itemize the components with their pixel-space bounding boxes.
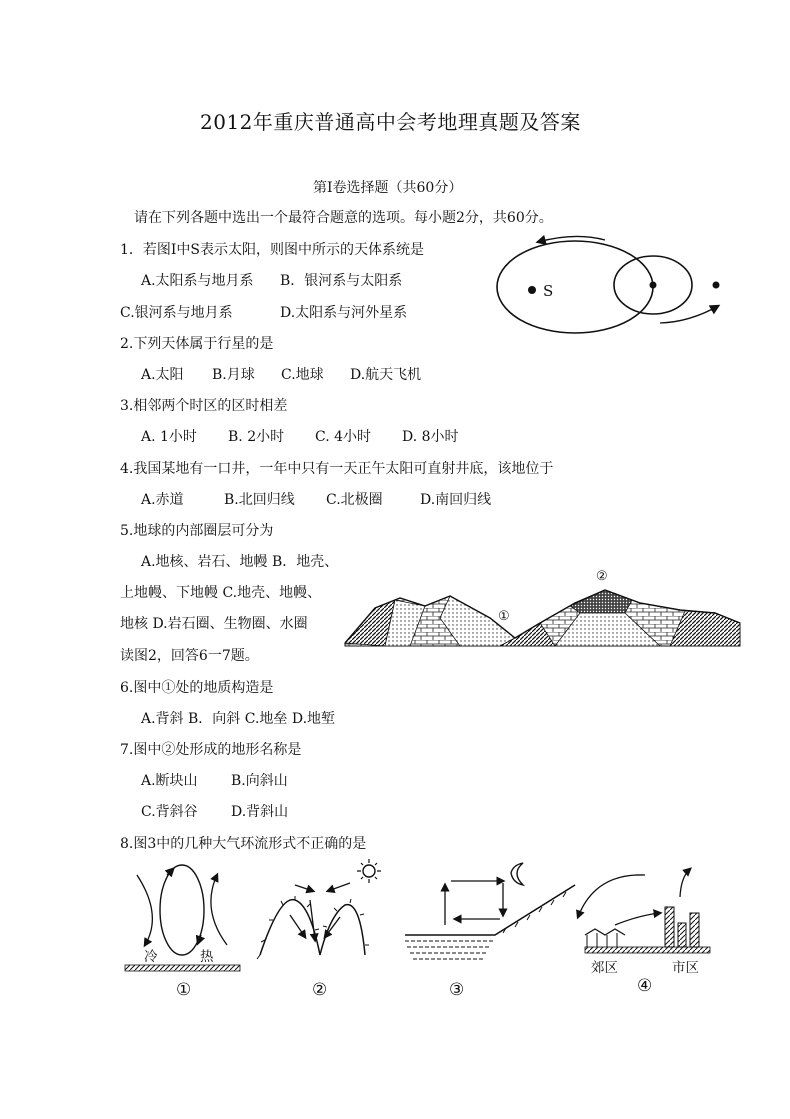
q4-stem: 4.我国某地有一口井，一年中只有一天正午太阳可直射井底，该地位于 [120, 461, 554, 477]
panel-4-urban-heat-island [578, 869, 710, 953]
sun-label: S [543, 282, 554, 300]
large-orbit [497, 241, 653, 333]
q1-option-c: C.银河系与地月系 [120, 305, 233, 321]
arrow-bottom [660, 306, 718, 323]
section-heading: 第Ⅰ卷选择题（共60分） [313, 180, 463, 196]
q5-stem: 5.地球的内部圈层可分为 [120, 523, 274, 539]
sun-dot [528, 286, 536, 294]
q4-option-d: D.南回归线 [420, 492, 492, 508]
panel-3-sea-land-breeze [405, 863, 575, 959]
label-city: 市区 [672, 960, 699, 976]
label-cold: 冷 [144, 949, 158, 965]
figure-celestial-system [490, 230, 730, 330]
label-hot: 热 [200, 949, 214, 965]
q7-option-a: A.断块山 [141, 773, 198, 789]
q4-option-a: A.赤道 [141, 492, 184, 508]
q5-line2: 上地幔、下地幔 C.地壳、地幔、 [120, 585, 322, 601]
panel-label-1: ① [176, 980, 192, 1000]
instruction: 请在下列各题中选出一个最符合题意的选项。每小题2分，共60分。 [134, 210, 553, 226]
panel-2-valley-breeze [257, 859, 381, 959]
q3-option-d: D. 8小时 [402, 429, 459, 445]
q6-options: A.背斜 B．向斜 C.地垒 D.地堑 [141, 711, 336, 727]
q7-option-c: C.背斜谷 [141, 804, 198, 820]
q1-option-a: A.太阳系与地月系 [141, 273, 254, 289]
figure-atmospheric-circulation [115, 855, 715, 985]
q4-option-c: C.北极圈 [326, 492, 383, 508]
q5-read-figure: 读图2，回答6一7题。 [120, 648, 259, 664]
q7-stem: 7.图中②处形成的地形名称是 [120, 742, 302, 758]
q3-stem: 3.相邻两个时区的区时相差 [120, 398, 288, 414]
q2-stem: 2.下列天体属于行星的是 [120, 336, 274, 352]
q1-option-d: D.太阳系与河外星系 [280, 305, 408, 321]
page-title: 2012年重庆普通高中会考地理真题及答案 [200, 110, 581, 134]
moon-dot [713, 282, 720, 289]
label-suburb: 郊区 [591, 960, 618, 976]
q2-option-b: B.月球 [212, 367, 255, 383]
q3-option-c: C. 4小时 [315, 429, 372, 445]
q3-option-a: A. 1小时 [141, 429, 197, 445]
q4-option-b: B.北回归线 [224, 492, 295, 508]
q5-line1: A.地核、岩石、地幔 B．地壳、 [141, 554, 339, 570]
q2-option-c: C.地球 [281, 367, 324, 383]
q1-option-b: B．银河系与太阳系 [280, 273, 403, 289]
planet-dot [650, 282, 657, 289]
figure-geologic-section [340, 568, 745, 648]
q8-stem: 8.图3中的几种大气环流形式不正确的是 [120, 836, 367, 852]
q2-option-d: D.航天飞机 [350, 367, 422, 383]
fig2-label-2: ② [596, 569, 608, 584]
panel-label-3: ③ [449, 980, 465, 1000]
q3-option-b: B. 2小时 [228, 429, 285, 445]
q2-option-a: A.太阳 [141, 367, 184, 383]
q1-stem: 1．若图Ⅰ中S表示太阳，则图中所示的天体系统是 [120, 242, 425, 258]
panel-1-thermal-circulation [125, 865, 240, 971]
q7-option-b: B.向斜山 [231, 773, 288, 789]
q6-stem: 6.图中①处的地质构造是 [120, 680, 274, 696]
panel-label-4: ④ [637, 976, 653, 996]
q5-line3: 地核 D.岩石圈、生物圈、水圈 [120, 616, 308, 632]
fig2-label-1: ① [498, 609, 510, 624]
panel-label-2: ② [312, 980, 328, 1000]
q7-option-d: D.背斜山 [231, 804, 289, 820]
